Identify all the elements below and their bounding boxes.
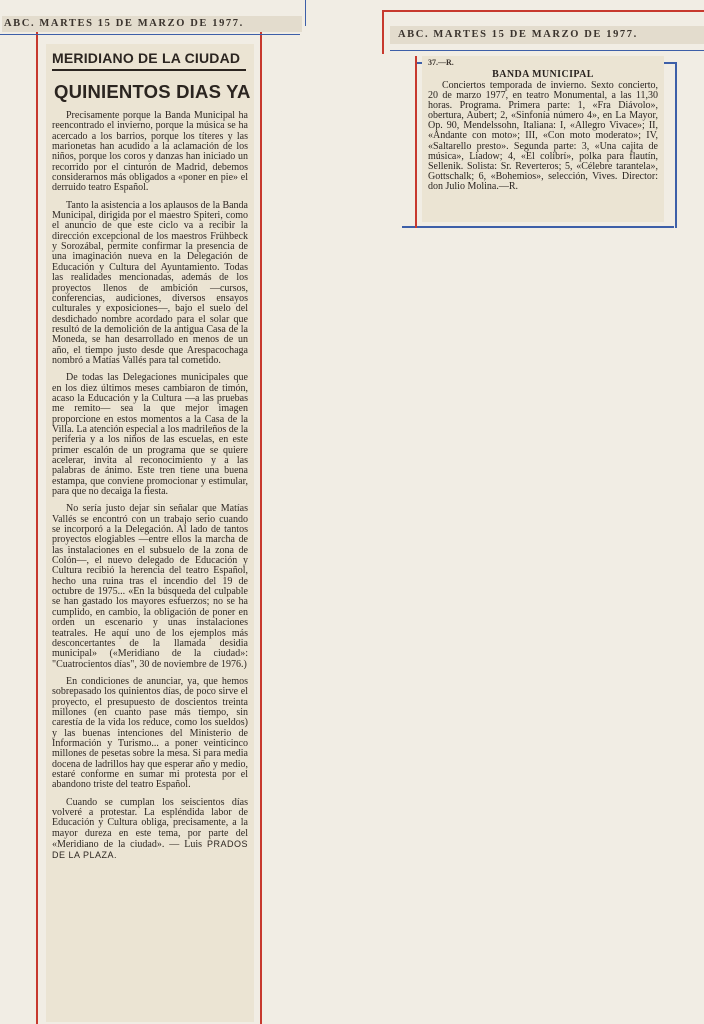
right-blue-top-line [390, 50, 704, 51]
article-title: QUINIENTOS DIAS YA [54, 81, 251, 102]
left-red-margin-line [36, 30, 38, 1024]
article-paragraph-2: Tanto la asistencia a los aplausos de la Banda Municipal, dirigida por el maestro Spiteri, como el anuncio de que este ciclo va a recibir la dirección excepcional de los maestros Frühbeck y Sorozábal, permite confirmar la presencia de una imaginación nueva en la Delegación de Educación y Cultura del Ayuntamiento. Todas las realidades mencionadas, además de los proyectos llenos de ambición —cursos, conferencias, audiciones, diversos ensayos culturales y exposiciones—, bajo el suelo del desdichado nombre acordado para el solar que resultó de la demolición de la antigua Casa de la Moneda, se han desarrollado en menos de un año, el tiempo justo desde que Arespacochaga nombró a Matías Vallés para tal cometido. [52, 199, 248, 366]
article-paragraph-4: No sería justo dejar sin señalar que Matías Vallés se encontró con un trabajo serio cuando se incorporó a la Delegación. Al lado de tantos proyectos elogiables —entre ellos la marcha de las instalaciones en el subsuelo de la zona de Colón—, el nuevo delegado de Educación y Cultura recibió la herencia del teatro Español, hecho una ruina tras el incendio del 19 de octubre de 1975... «En la búsqueda del culpable se han gastado los mayores esfuerzos; no se ha cumplido, en cambio, la obligación de poner en orden un escenario y unas instalaciones teatrales. He aquí uno de los ejemplos más desconcertantes de la llamada desidia municipal» («Meridiano de la ciudad»: "Cuatrocientos días", 30 de noviembre de 1976.) [52, 503, 248, 670]
concert-program-text: Conciertos temporada de invierno. Sexto concierto, 20 de marzo 1977, en teatro Monumental, a las 11,30 horas. Programa. Primera parte: 1, «Fra Diávolo», obertura, Aubert; 2, «Sinfonía número 4», en La Mayor, Op. 90, Mendelssohn, Italiana: I, «Allegro Vivace»; II, «Andante con moto»; III, «Con moto moderato»; IV, «Saltarello presto». Segunda parte: 3, «Una cajita de música», Liadow; 4, «El colibrí», polka para flautín, Sellenik. Solista: Sr. Reverteros; 5, «Célebre tarantela», Gottschalk; 6, «Bohemios», selección, Vives. Director: don Julio Molina.—R. [428, 80, 658, 192]
right-newspaper-header: ABC. MARTES 15 DE MARZO DE 1977. [390, 26, 704, 44]
right-blue-box-bottom [402, 226, 674, 228]
right-red-top-line [382, 10, 704, 12]
right-red-side-line [382, 10, 384, 54]
left-red-margin-line-inner [260, 30, 262, 1024]
article-body [46, 111, 254, 862]
right-clipping-box [422, 56, 664, 222]
article-paragraph-6 [52, 798, 248, 862]
clipping-fragment-text: 37.—R. [428, 58, 454, 67]
section-rule [52, 69, 246, 71]
left-blue-top-line [0, 34, 300, 35]
concert-body [422, 81, 664, 192]
left-blue-edge-line [305, 0, 306, 26]
author-byline: PRADOS DE LA PLAZA. [52, 839, 249, 861]
article-paragraph-3: De todas las Delegaciones municipales que en los diez últimos meses cambiaron de timón, acaso la Educación y la Cultura —a las pruebas me remito— sea la que mejor imagen proporcione en estos momentos a la Casa de la Villa. La atención especial a los madrileños de la periferia y a los niños de las escuelas, en este primer escalón de un programa que se quiere acelerar, invita al reconocimiento y a las palabras de ánimo. Este tren tiene una buena estampa, que conviene promocionar y estimular, para que no decaiga la fiesta. [52, 372, 248, 498]
left-clipping-column [46, 44, 254, 1022]
article-paragraph-5: En condiciones de anunciar, ya, que hemos sobrepasado los quinientos días, de poco sirve el proyecto, el presupuesto de doscientos treinta millones (en cuanto pase más tiempo, sin carestía de la vida los reduce, como los sueldos) y las buenas intenciones del Ministerio de Información y Turismo... a poner veinticinco millones de pesetas sobre la mesa. Si para media docena de ladrillos hay que esperar año y medio, estaré conforme en sumar mi protesta por el abandono triste del teatro Español. [52, 675, 248, 791]
left-newspaper-header: ABC. MARTES 15 DE MARZO DE 1977. [2, 16, 302, 32]
right-blue-box-right [675, 62, 677, 228]
section-heading: MERIDIANO DE LA CIUDAD [52, 50, 241, 66]
article-paragraph-1: Precisamente porque la Banda Municipal ha reencontrado el invierno, porque la música se ha acercado a los barrios, porque los títeres y las marionetas han acudido a la aclamación de los niños, porque los coros y danzas han iniciado un recorrido por el cinturón de Madrid, debemos considerarnos más obligados a «poner en pie» el derruido teatro Español. [52, 110, 248, 194]
concert-title: BANDA MUNICIPAL [492, 69, 594, 80]
article-paragraph-6-text: Cuando se cumplan los seiscientos días volveré a protestar. La espléndida labor de Educación y Cultura obliga, precisamente, a la mayor dureza en este tema, por parte del «Meridiano de la ciudad». — Luis [52, 796, 248, 851]
right-red-box-left [415, 56, 417, 228]
